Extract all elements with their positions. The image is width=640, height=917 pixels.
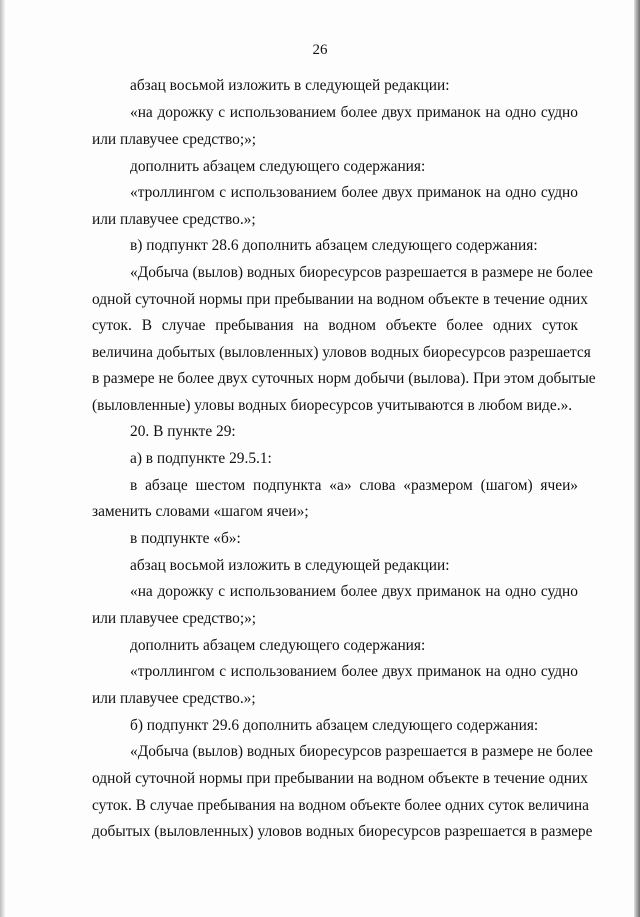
page-number: 26: [312, 42, 328, 58]
text-line: или плавучее средство.»;: [92, 690, 256, 707]
text-line: абзац восьмой изложить в следующей редакции:: [130, 77, 450, 94]
text-line: (выловленные) уловы водных биоресурсов учитываются в любом виде.».: [92, 397, 573, 414]
text-line: в) подпункт 28.6 дополнить абзацем следующего содержания:: [130, 237, 538, 254]
text-line: б) подпункт 29.6 дополнить абзацем следующего содержания:: [130, 717, 539, 734]
text-line: в абзаце шестом подпункта «а» слова «размером (шагом) ячеи»: [130, 477, 578, 494]
text-line: суток. В случае пребывания на водном объекте более одних суток: [92, 317, 578, 334]
text-line: величина добытых (выловленных) уловов водных биоресурсов разрешается: [92, 344, 591, 361]
text-line: «троллингом с использованием более двух приманок на одно судно: [130, 184, 578, 201]
text-line: суток. В случае пребывания на водном объекте более одних суток величина: [92, 797, 589, 814]
text-line: заменить словами «шагом ячеи»;: [92, 503, 309, 520]
text-line: дополнить абзацем следующего содержания:: [130, 158, 426, 175]
text-line: «троллингом с использованием более двух приманок на одно судно: [130, 663, 578, 680]
text-line: или плавучее средство;»;: [92, 131, 257, 148]
text-line: «на дорожку с использованием более двух приманок на одно судно: [130, 104, 578, 121]
text-line: в подпункте «б»:: [130, 530, 241, 547]
scan-edge-left: [0, 0, 5, 917]
text-line: добытых (выловленных) уловов водных биоресурсов разрешается в размере: [92, 823, 593, 840]
text-line: или плавучее средство.»;: [92, 211, 256, 228]
text-line: «Добыча (вылов) водных биоресурсов разрешается в размере не более: [130, 743, 593, 760]
text-line: «Добыча (вылов) водных биоресурсов разрешается в размере не более: [130, 264, 593, 281]
scan-edge-right: [634, 0, 640, 917]
text-line: 20. В пункте 29:: [130, 423, 236, 440]
text-line: в размере не более двух суточных норм добычи (вылова). При этом добытые: [92, 370, 596, 387]
text-line: одной суточной нормы при пребывании на водном объекте в течение одних: [92, 291, 588, 308]
text-line: одной суточной нормы при пребывании на водном объекте в течение одних: [92, 770, 588, 787]
text-line: или плавучее средство;»;: [92, 610, 257, 627]
text-line: дополнить абзацем следующего содержания:: [130, 637, 426, 654]
text-line: абзац восьмой изложить в следующей редакции:: [130, 557, 450, 574]
text-line: «на дорожку с использованием более двух приманок на одно судно: [130, 583, 578, 600]
text-line: а) в подпункте 29.5.1:: [130, 450, 272, 467]
